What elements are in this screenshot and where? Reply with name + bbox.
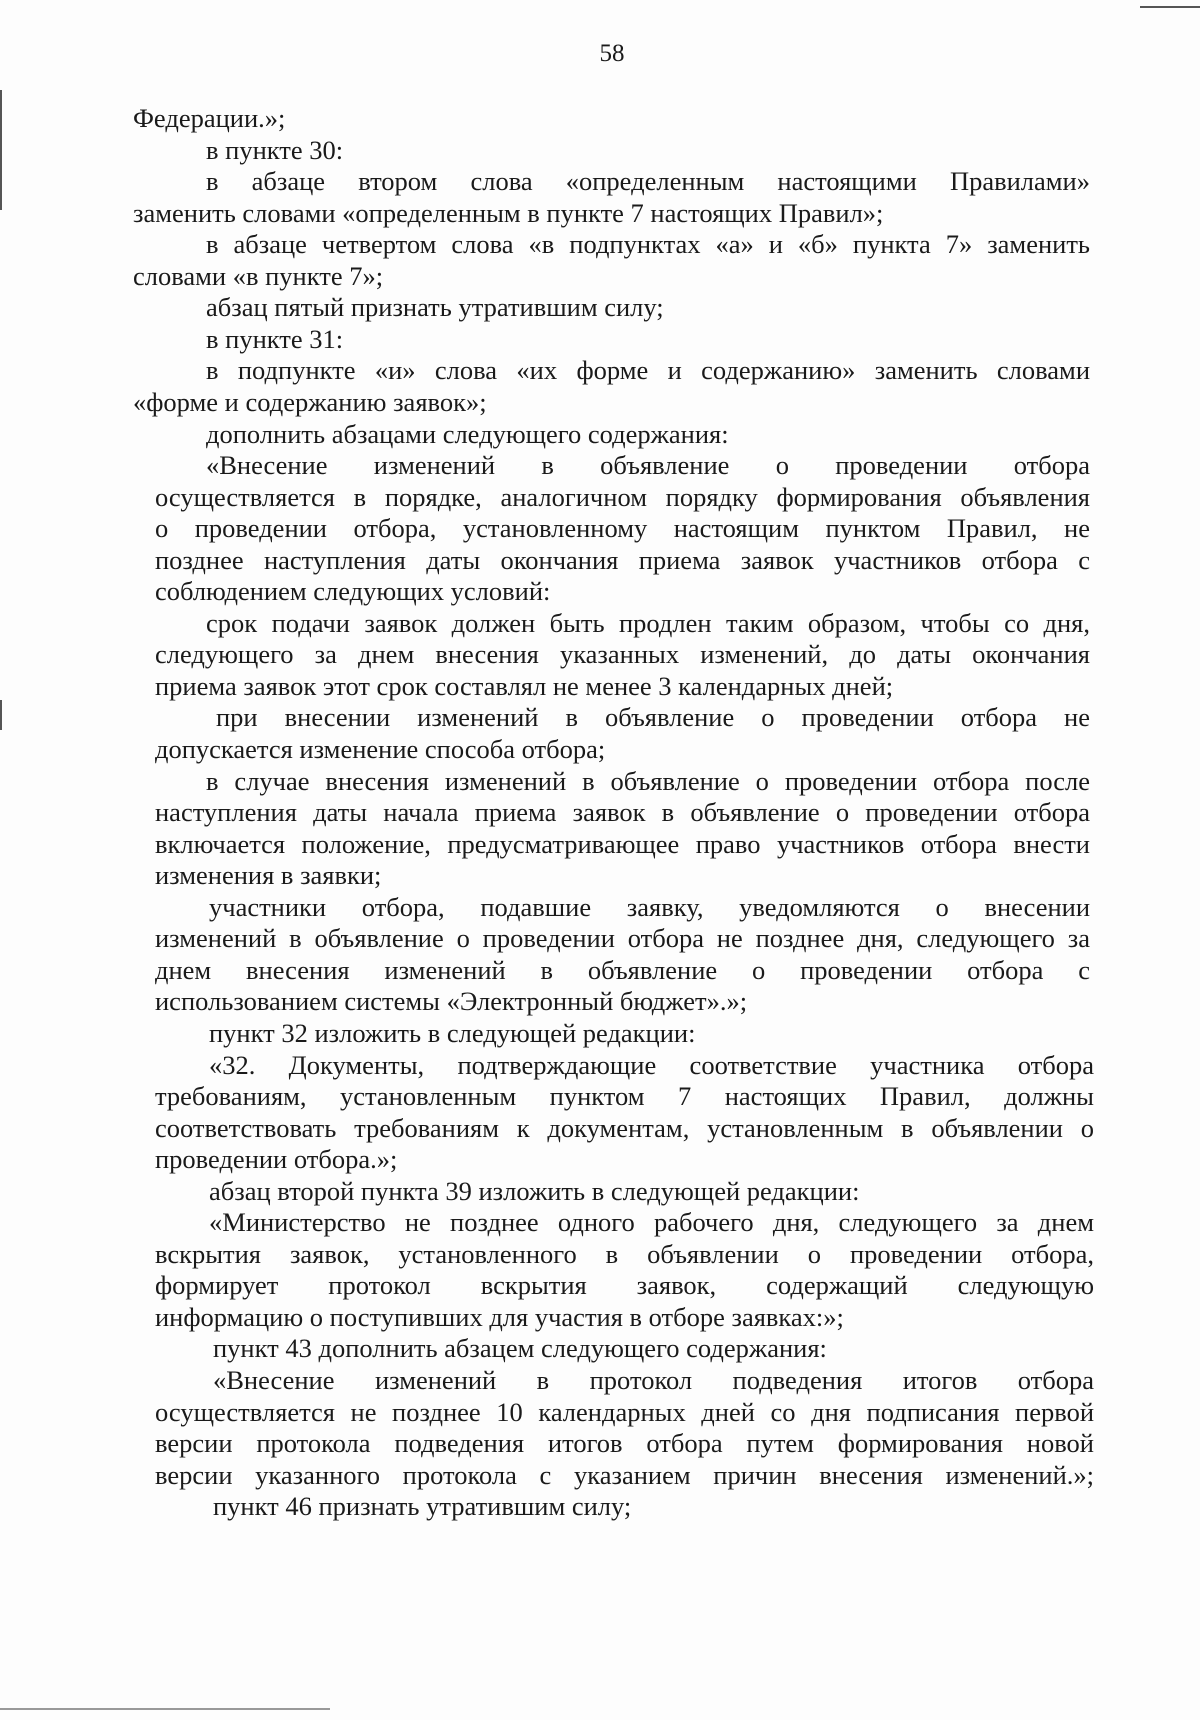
text-line: допускается изменение способа отбора; <box>155 734 606 764</box>
text-line: пункт 46 признать утратившим силу; <box>213 1491 632 1522</box>
text-line: заменить словами «определенным в пункте 7 настоящих Правил»; <box>133 197 884 228</box>
text-line: абзац пятый признать утратившим силу; <box>206 292 664 323</box>
text-line: приема заявок этот срок составлял не менее 3 календарных дней; <box>155 670 894 701</box>
text-line: осуществляется в порядке, аналогичном порядку формирования объявления <box>155 481 1090 512</box>
text-line: пункт 32 изложить в следующей редакции: <box>209 1017 696 1048</box>
text-line: проведении отбора.»; <box>155 1144 398 1175</box>
text-line: изменений в объявление о проведении отбора не позднее дня, следующего за <box>155 923 1090 954</box>
text-line: в абзаце четвертом слова «в подпунктах «а» и «б» пункта 7» заменить <box>206 229 1090 260</box>
text-line: в пункте 31: <box>206 323 344 354</box>
text-line: вскрытия заявок, установленного в объявлении о проведении отбора, <box>155 1238 1094 1269</box>
text-line: «Внесение изменений в объявление о проведении отбора <box>206 450 1090 481</box>
text-line: в подпункте «и» слова «их форме и содержанию» заменить словами <box>206 355 1090 386</box>
text-line: «Внесение изменений в протокол подведения итогов отбора <box>213 1365 1094 1395</box>
text-line: позднее наступления даты окончания приема заявок участников отбора с <box>155 544 1090 575</box>
text-line: в случае внесения изменений в объявление о проведении отбора после <box>206 765 1090 796</box>
text-line: о проведении отбора, установленному настоящим пунктом Правил, не <box>155 513 1090 544</box>
text-line: соответствовать требованиям к документам, установленным в объявлении о <box>155 1112 1094 1143</box>
text-line: словами «в пункте 7»; <box>133 260 384 291</box>
text-line: формирует протокол вскрытия заявок, содержащий следующую <box>155 1270 1094 1301</box>
page-number: 58 <box>599 40 625 67</box>
scan-edge-mark <box>0 90 2 210</box>
text-line: информацию о поступивших для участия в отборе заявках:»; <box>155 1301 844 1332</box>
text-line: осуществляется не позднее 10 календарных дней со дня подписания первой <box>155 1396 1094 1427</box>
text-line: «32. Документы, подтверждающие соответствие участника отбора <box>209 1049 1094 1080</box>
text-line: срок подачи заявок должен быть продлен таким образом, чтобы со дня, <box>206 607 1090 638</box>
text-line: абзац второй пункта 39 изложить в следующей редакции: <box>209 1175 860 1206</box>
text-line: «Министерство не позднее одного рабочего дня, следующего за днем <box>209 1207 1094 1238</box>
scan-edge-mark <box>1140 6 1200 8</box>
text-line: участники отбора, подавшие заявку, уведомляются о внесении <box>209 891 1090 922</box>
text-line: в пункте 30: <box>206 134 344 165</box>
text-line: при внесении изменений в объявление о проведении отбора не <box>216 702 1090 733</box>
text-line: дополнить абзацами следующего содержания: <box>206 418 729 449</box>
text-line: наступления даты начала приема заявок в объявление о проведении отбора <box>155 797 1090 828</box>
scan-edge-mark <box>0 1708 330 1710</box>
text-line: использованием системы «Электронный бюджет».»; <box>155 986 748 1017</box>
text-line: «форме и содержанию заявок»; <box>133 386 487 417</box>
text-line: версии указанного протокола с указанием причин внесения изменений.»; <box>155 1459 1094 1490</box>
text-line: версии протокола подведения итогов отбора путем формирования новой <box>155 1428 1094 1459</box>
text-line: включается положение, предусматривающее право участников отбора внести <box>155 828 1090 859</box>
text-line: в абзаце втором слова «определенным настоящими Правилами» <box>206 166 1090 197</box>
text-line: пункт 43 дополнить абзацем следующего содержания: <box>213 1333 827 1364</box>
text-line: изменения в заявки; <box>155 860 382 891</box>
scan-edge-mark <box>0 700 2 730</box>
text-line: Федерации.»; <box>133 103 286 133</box>
text-line: следующего за днем внесения указанных изменений, до даты окончания <box>155 639 1090 670</box>
text-line: соблюдением следующих условий: <box>155 576 551 607</box>
text-line: требованиям, установленным пунктом 7 настоящих Правил, должны <box>155 1081 1094 1112</box>
text-line: днем внесения изменений в объявление о проведении отбора с <box>155 954 1090 985</box>
